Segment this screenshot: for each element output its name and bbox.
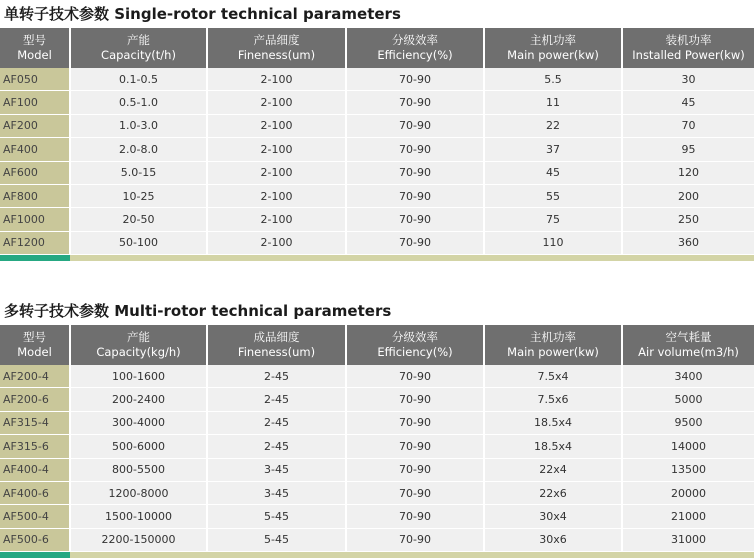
cell-main-power: 18.5x4 [484, 435, 622, 458]
cell-air-volume: 9500 [622, 411, 754, 434]
cell-model: AF1200 [0, 231, 70, 254]
single-rotor-table [0, 28, 754, 255]
cell-main-power: 11 [484, 91, 622, 114]
cell-capacity: 5.0-15 [70, 161, 207, 184]
table-row [0, 208, 754, 231]
table-row [0, 231, 754, 254]
cell-fineness: 2-100 [207, 91, 346, 114]
cell-capacity: 500-6000 [70, 435, 207, 458]
cell-capacity: 50-100 [70, 231, 207, 254]
header-installed-power: 装机功率 Installed Power(kw) [622, 28, 754, 68]
table-row [0, 435, 754, 458]
cell-efficiency: 70-90 [346, 528, 484, 551]
cell-fineness: 2-100 [207, 231, 346, 254]
table-row [0, 91, 754, 114]
cell-efficiency: 70-90 [346, 91, 484, 114]
cell-air-volume: 14000 [622, 435, 754, 458]
cell-fineness: 5-45 [207, 528, 346, 551]
table-row [0, 388, 754, 411]
multi-header-row [0, 325, 754, 365]
single-rotor-section [0, 0, 754, 261]
multi-rotor-section [0, 297, 754, 558]
cell-installed-power: 200 [622, 184, 754, 207]
cell-model: AF400-6 [0, 481, 70, 504]
table-row [0, 114, 754, 137]
multi-rotor-table [0, 325, 754, 552]
cell-capacity: 200-2400 [70, 388, 207, 411]
cell-capacity: 1.0-3.0 [70, 114, 207, 137]
cell-model: AF600 [0, 161, 70, 184]
cell-installed-power: 45 [622, 91, 754, 114]
table-row [0, 68, 754, 91]
cell-air-volume: 21000 [622, 505, 754, 528]
cell-fineness: 2-100 [207, 208, 346, 231]
cell-efficiency: 70-90 [346, 184, 484, 207]
footer-accent [0, 255, 70, 261]
cell-main-power: 7.5x6 [484, 388, 622, 411]
header-model: 型号 Model [0, 325, 70, 365]
cell-capacity: 1500-10000 [70, 505, 207, 528]
multi-table-footer-bar [0, 552, 754, 558]
table-row [0, 184, 754, 207]
cell-main-power: 22x4 [484, 458, 622, 481]
cell-capacity: 2.0-8.0 [70, 138, 207, 161]
single-header-row [0, 28, 754, 68]
header-efficiency: 分级效率 Efficiency(%) [346, 325, 484, 365]
cell-air-volume: 13500 [622, 458, 754, 481]
cell-fineness: 2-100 [207, 138, 346, 161]
cell-capacity: 300-4000 [70, 411, 207, 434]
cell-model: AF315-4 [0, 411, 70, 434]
cell-fineness: 5-45 [207, 505, 346, 528]
cell-installed-power: 250 [622, 208, 754, 231]
header-fineness: 成品细度 Fineness(um) [207, 325, 346, 365]
cell-model: AF200 [0, 114, 70, 137]
cell-main-power: 30x4 [484, 505, 622, 528]
cell-main-power: 22x6 [484, 481, 622, 504]
cell-capacity: 1200-8000 [70, 481, 207, 504]
cell-model: AF100 [0, 91, 70, 114]
cell-model: AF050 [0, 68, 70, 91]
header-main-power: 主机功率 Main power(kw) [484, 325, 622, 365]
cell-main-power: 45 [484, 161, 622, 184]
cell-fineness: 2-100 [207, 161, 346, 184]
header-model: 型号 Model [0, 28, 70, 68]
cell-efficiency: 70-90 [346, 505, 484, 528]
cell-capacity: 800-5500 [70, 458, 207, 481]
cell-fineness: 2-45 [207, 388, 346, 411]
table-row [0, 481, 754, 504]
cell-installed-power: 95 [622, 138, 754, 161]
cell-model: AF500-4 [0, 505, 70, 528]
table-row [0, 138, 754, 161]
cell-model: AF200-4 [0, 365, 70, 388]
cell-installed-power: 70 [622, 114, 754, 137]
header-capacity: 产能 Capacity(t/h) [70, 28, 207, 68]
cell-main-power: 22 [484, 114, 622, 137]
header-efficiency: 分级效率 Efficiency(%) [346, 28, 484, 68]
cell-fineness: 2-45 [207, 365, 346, 388]
cell-model: AF400-4 [0, 458, 70, 481]
cell-main-power: 30x6 [484, 528, 622, 551]
cell-main-power: 7.5x4 [484, 365, 622, 388]
cell-main-power: 55 [484, 184, 622, 207]
cell-efficiency: 70-90 [346, 481, 484, 504]
cell-efficiency: 70-90 [346, 114, 484, 137]
cell-capacity: 20-50 [70, 208, 207, 231]
cell-model: AF400 [0, 138, 70, 161]
cell-model: AF500-6 [0, 528, 70, 551]
table-row [0, 505, 754, 528]
multi-rotor-title: 多转子技术参数 Multi-rotor technical parameters [4, 302, 392, 320]
footer-accent [0, 552, 70, 558]
cell-air-volume: 5000 [622, 388, 754, 411]
cell-main-power: 75 [484, 208, 622, 231]
cell-capacity: 10-25 [70, 184, 207, 207]
header-main-power: 主机功率 Main power(kw) [484, 28, 622, 68]
cell-efficiency: 70-90 [346, 161, 484, 184]
cell-efficiency: 70-90 [346, 435, 484, 458]
cell-main-power: 18.5x4 [484, 411, 622, 434]
header-fineness: 产品细度 Fineness(um) [207, 28, 346, 68]
cell-fineness: 2-100 [207, 68, 346, 91]
single-rotor-title: 单转子技术参数 Single-rotor technical parameters [4, 5, 401, 23]
cell-main-power: 37 [484, 138, 622, 161]
cell-fineness: 2-45 [207, 435, 346, 458]
cell-air-volume: 3400 [622, 365, 754, 388]
cell-efficiency: 70-90 [346, 68, 484, 91]
header-capacity: 产能 Capacity(kg/h) [70, 325, 207, 365]
table-row [0, 458, 754, 481]
cell-efficiency: 70-90 [346, 411, 484, 434]
cell-fineness: 2-100 [207, 184, 346, 207]
cell-capacity: 0.5-1.0 [70, 91, 207, 114]
cell-model: AF200-6 [0, 388, 70, 411]
cell-main-power: 5.5 [484, 68, 622, 91]
header-air-volume: 空气耗量 Air volume(m3/h) [622, 325, 754, 365]
cell-installed-power: 120 [622, 161, 754, 184]
cell-fineness: 2-100 [207, 114, 346, 137]
cell-capacity: 2200-150000 [70, 528, 207, 551]
cell-efficiency: 70-90 [346, 231, 484, 254]
cell-efficiency: 70-90 [346, 388, 484, 411]
cell-efficiency: 70-90 [346, 365, 484, 388]
cell-capacity: 100-1600 [70, 365, 207, 388]
cell-fineness: 3-45 [207, 458, 346, 481]
cell-efficiency: 70-90 [346, 208, 484, 231]
cell-efficiency: 70-90 [346, 138, 484, 161]
table-row [0, 161, 754, 184]
cell-installed-power: 360 [622, 231, 754, 254]
cell-model: AF800 [0, 184, 70, 207]
cell-model: AF315-6 [0, 435, 70, 458]
cell-air-volume: 20000 [622, 481, 754, 504]
cell-main-power: 110 [484, 231, 622, 254]
cell-model: AF1000 [0, 208, 70, 231]
cell-capacity: 0.1-0.5 [70, 68, 207, 91]
cell-air-volume: 31000 [622, 528, 754, 551]
cell-fineness: 3-45 [207, 481, 346, 504]
table-row [0, 528, 754, 551]
single-table-footer-bar [0, 255, 754, 261]
table-row [0, 365, 754, 388]
table-row [0, 411, 754, 434]
cell-efficiency: 70-90 [346, 458, 484, 481]
cell-installed-power: 30 [622, 68, 754, 91]
cell-fineness: 2-45 [207, 411, 346, 434]
